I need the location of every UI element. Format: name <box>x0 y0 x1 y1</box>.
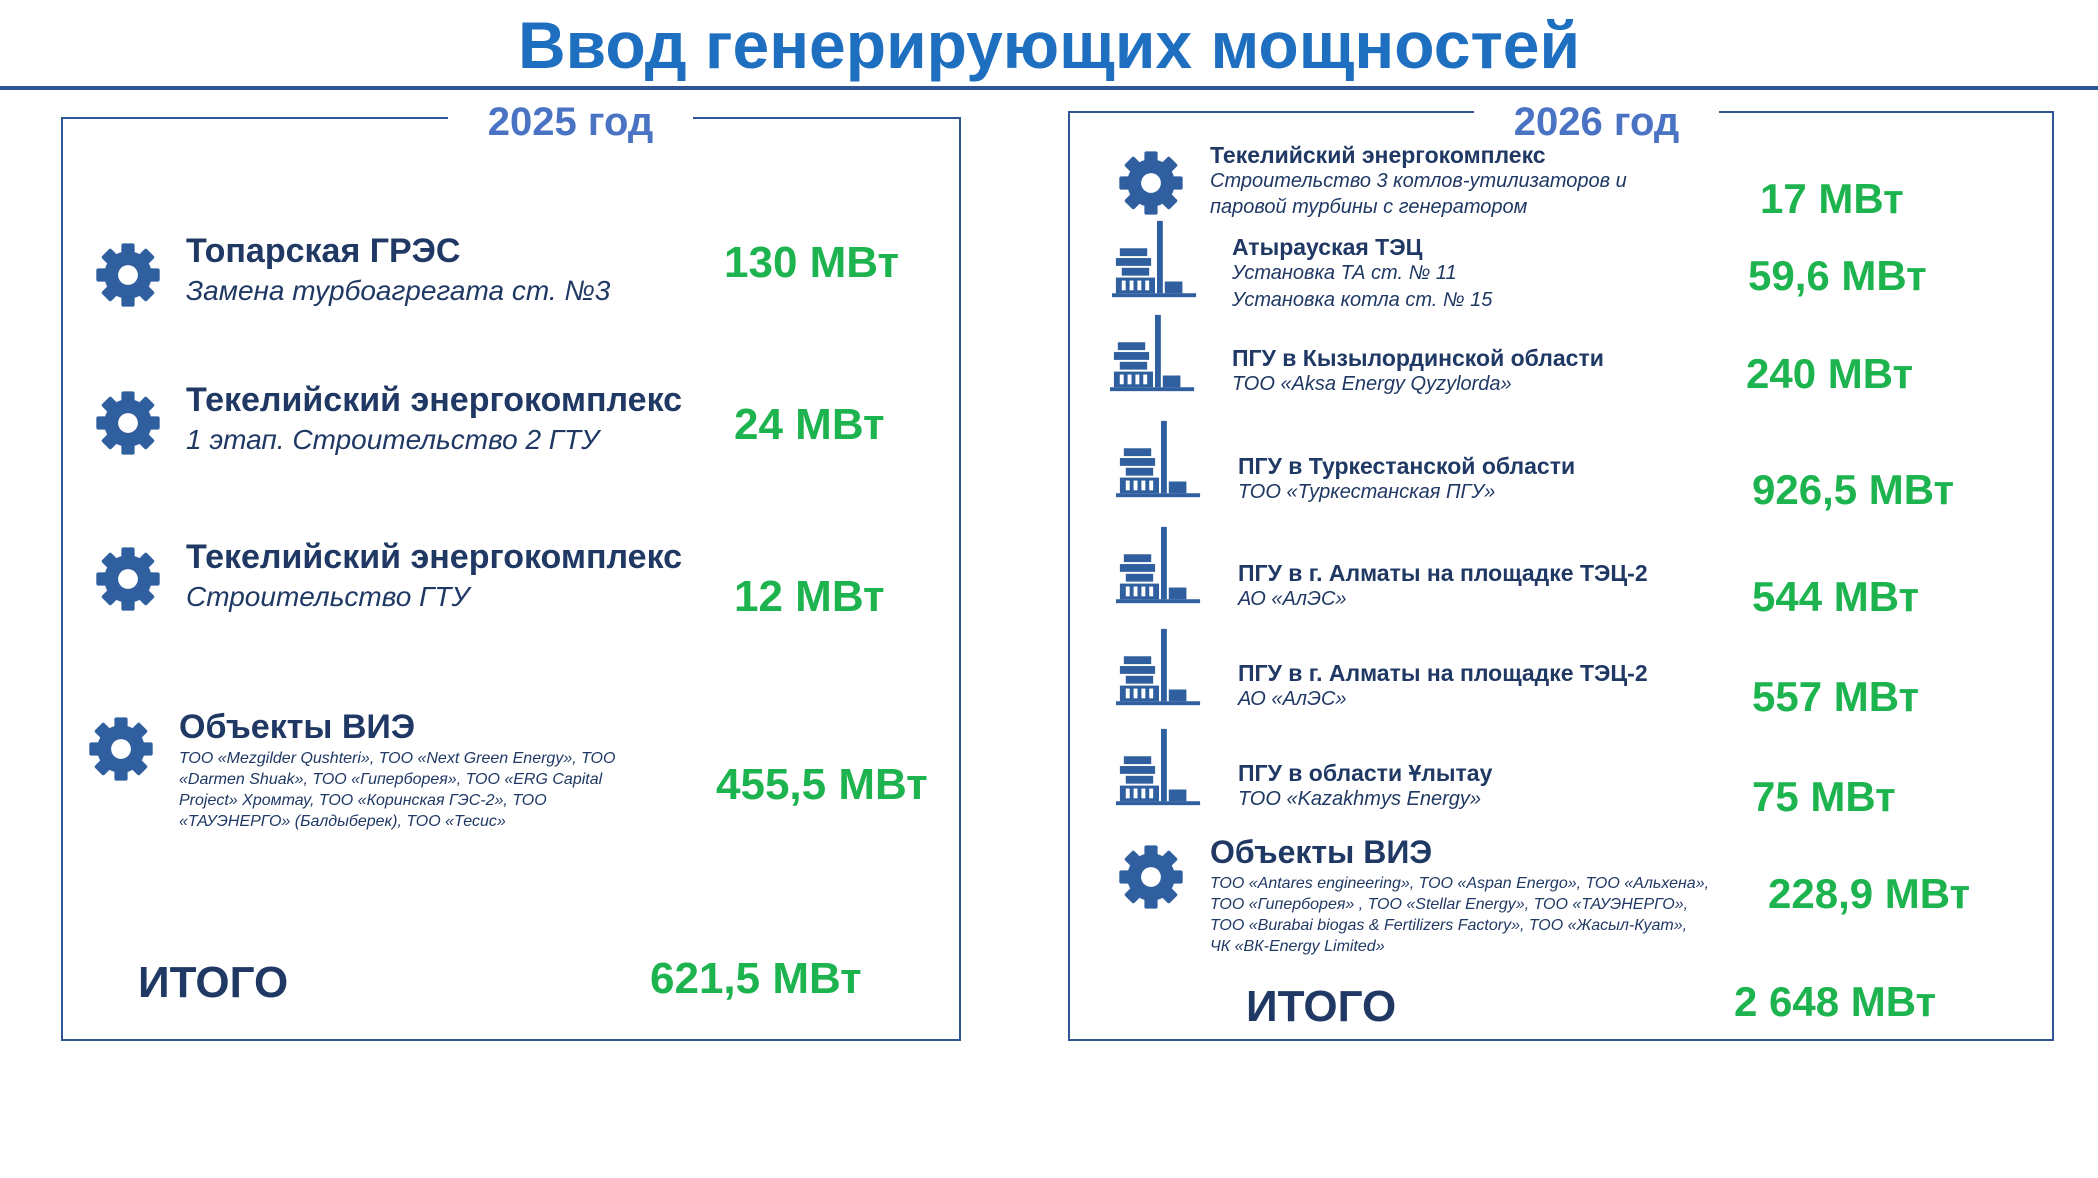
item-2026-5-desc1: АО «АлЭС» <box>1238 588 1347 610</box>
item-2026-7-value: 75 МВт <box>1752 773 1896 820</box>
item-2026-2-name: Атырауская ТЭЦ <box>1232 234 1423 260</box>
gear-icon <box>95 390 161 456</box>
item-2026-1-desc1: Строительство 3 котлов-утилизаторов и <box>1210 170 1627 192</box>
item-2026-3-name: ПГУ в Кызылординской области <box>1232 345 1604 371</box>
title-divider <box>0 86 2098 90</box>
gear-icon <box>95 242 161 308</box>
item-2026-5-value: 544 МВт <box>1752 573 1920 620</box>
gear-icon <box>1118 844 1184 910</box>
item-2026-4-value: 926,5 МВт <box>1752 466 1955 513</box>
power-plant-icon <box>1116 418 1204 502</box>
item-2025-2-name: Текелийский энергокомплекс <box>186 381 683 419</box>
item-2026-6-value: 557 МВт <box>1752 673 1920 720</box>
item-2025-4-desc: ТОО «Mezgilder Qushteri», ТОО «Next Green Energy», ТОО «Darmen Shuak», ТОО «Гиперборея», ТОО «ERG Capital Project» Хромтау, ТОО «Коринская ГЭС-2», ТОО «ТАУЭНЕРГО» (Балдыберек), ТОО «Тесис» <box>179 750 616 830</box>
gear-icon <box>95 546 161 612</box>
item-2026-7-desc1: ТОО «Kazakhmys Energy» <box>1238 788 1481 810</box>
item-2026-2-desc1: Установка ТА ст. № 11 <box>1232 262 1457 284</box>
item-2025-4-name: Объекты ВИЭ <box>179 708 416 746</box>
item-2026-2-value: 59,6 МВт <box>1748 252 1927 299</box>
item-2026-6-desc1: АО «АлЭС» <box>1238 688 1347 710</box>
total-2026-value: 2 648 МВт <box>1734 978 1937 1025</box>
item-2025-3-value: 12 МВт <box>734 572 885 621</box>
item-2026-8-desc: ТОО «Antares engineering», ТОО «Aspan Energo», ТОО «Альхена», ТОО «Гиперборея» , ТОО «Stellar Energy», ТОО «ТАУЭНЕРГО», ТОО «Burabai biogas & Fertilizers Factory», ТОО «Жасыл-Куат», ЧК «ВК-Energy Limited» <box>1210 875 1710 955</box>
item-2025-2-value: 24 МВт <box>734 400 885 449</box>
total-2025-value: 621,5 МВт <box>650 954 862 1003</box>
item-2026-2-desc2: Установка котла ст. № 15 <box>1232 289 1493 311</box>
item-2026-1-desc2: паровой турбины с генератором <box>1210 196 1528 218</box>
item-2025-1-desc: Замена турбоагрегата ст. №3 <box>186 275 611 306</box>
item-2026-4-name: ПГУ в Туркестанской области <box>1238 453 1576 479</box>
page-title: Ввод генерирующих мощностей <box>517 8 1581 82</box>
item-2025-4-value: 455,5 МВт <box>716 760 928 809</box>
item-2026-7-name: ПГУ в области Ұлытау <box>1238 760 1493 786</box>
item-2026-3-value: 240 МВт <box>1746 350 1914 397</box>
item-2026-8-name: Объекты ВИЭ <box>1210 834 1433 870</box>
gear-icon <box>88 716 154 782</box>
item-2025-3-desc: Строительство ГТУ <box>186 581 470 612</box>
power-plant-icon <box>1110 312 1198 396</box>
gear-icon <box>1118 150 1184 216</box>
item-2026-5-name: ПГУ в г. Алматы на площадке ТЭЦ-2 <box>1238 560 1648 586</box>
item-2026-4-desc1: ТОО «Туркестанская ПГУ» <box>1238 481 1496 503</box>
power-plant-icon <box>1116 726 1204 810</box>
item-2026-8-value: 228,9 МВт <box>1768 870 1971 917</box>
item-2025-2-desc: 1 этап. Строительство 2 ГТУ <box>186 424 600 455</box>
item-2026-6-name: ПГУ в г. Алматы на площадке ТЭЦ-2 <box>1238 660 1648 686</box>
year-2025-label: 2025 год <box>448 97 693 147</box>
power-plant-icon <box>1116 524 1204 608</box>
total-2026-label: ИТОГО <box>1246 982 1397 1031</box>
item-2026-3-desc1: ТОО «Aksa Energy Qyzylorda» <box>1232 373 1512 395</box>
item-2026-1-name: Текелийский энергокомплекс <box>1210 142 1546 168</box>
power-plant-icon <box>1112 218 1200 302</box>
total-2025-label: ИТОГО <box>138 958 289 1007</box>
item-2025-3-name: Текелийский энергокомплекс <box>186 538 683 576</box>
year-2026-label: 2026 год <box>1474 97 1719 147</box>
item-2025-1-value: 130 МВт <box>724 238 900 287</box>
item-2026-1-value: 17 МВт <box>1760 175 1904 222</box>
power-plant-icon <box>1116 626 1204 710</box>
item-2025-1-name: Топарская ГРЭС <box>186 232 461 270</box>
